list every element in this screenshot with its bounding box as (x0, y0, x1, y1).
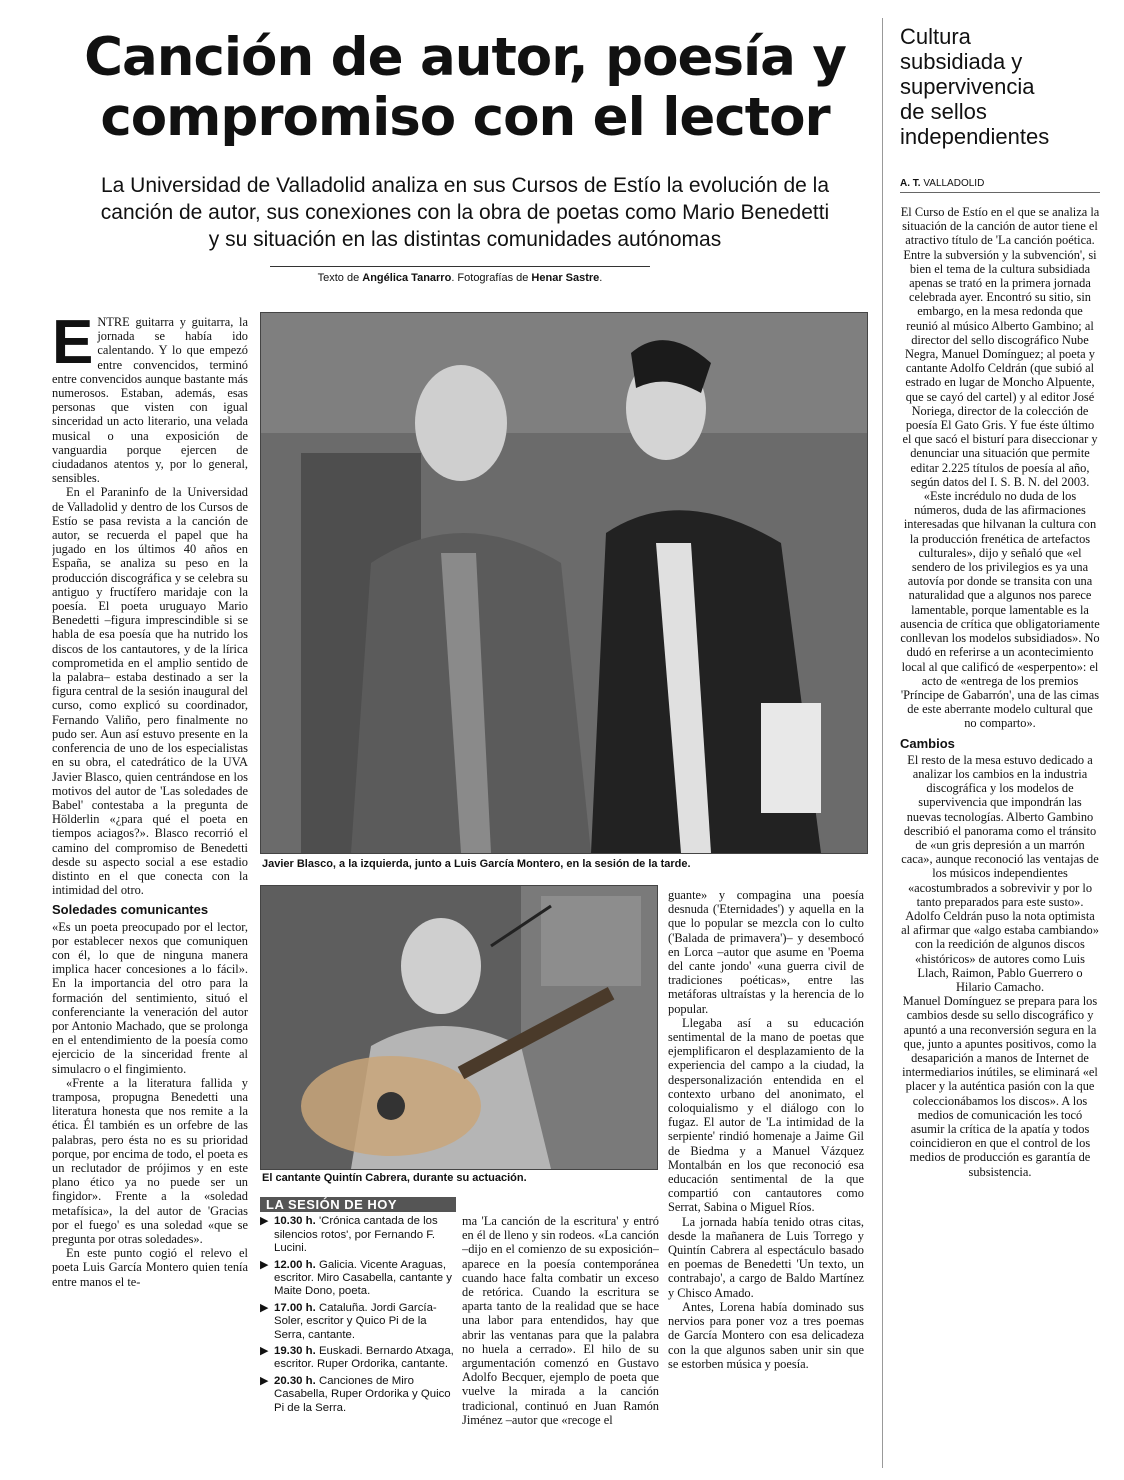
sidebar-title-line: Cultura (900, 24, 971, 49)
session-text: Galicia. Vicente Araguas, escritor. Miro Casabella, cantante y Maite Dono, poeta. (274, 1258, 452, 1298)
session-schedule-box (260, 1197, 456, 1467)
session-time: 12.00 h. (274, 1258, 316, 1271)
sidebar-title-line: supervivencia (900, 74, 1035, 99)
section-heading: Soledades comunicantes (52, 902, 209, 918)
arrow-icon: ▶ (260, 1301, 269, 1314)
session-text: 'Crónica cantada de los silencios rotos', por Fernando F. Lucini. (274, 1215, 438, 1255)
session-time: 19.30 h. (274, 1345, 316, 1358)
paragraph: La jornada había tenido otras citas, desde la mañanera de Luis Torrego y Quintín Cabrera al espectáculo basado en poemas de Benedetti 'Un texto, un contrabajo', a cargo de Baldo Martínez y Chisco Amado. (668, 1214, 864, 1300)
paragraph: En este punto cogió el relevo el poeta Luis García Montero quien tenía entre manos el te- (52, 1246, 248, 1289)
article-column-3 (668, 888, 864, 1458)
byline-initials: A. T. (900, 178, 921, 189)
photo-image (261, 313, 867, 853)
photo-quintin-cabrera (260, 885, 658, 1170)
headline-line-2: compromiso con el lector (100, 87, 830, 148)
session-list (260, 1215, 456, 1415)
photo-image (261, 886, 657, 1169)
headline-line-1: Canción de autor, poesía y (84, 27, 846, 88)
subtitle-line-1: La Universidad de Valladolid analiza en sus Cursos de Estío la evolución de la (100, 174, 830, 197)
author-credit (270, 266, 650, 284)
session-text: Cataluña. Jordi García-Soler, escritor y Quico Pi de la Serra, cantante. (274, 1301, 437, 1341)
subtitle-line-3: y su situación en las distintas comunidades autónomas (208, 228, 722, 251)
arrow-icon: ▶ (260, 1374, 269, 1387)
session-text: Euskadi. Bernardo Atxaga, escritor. Ruper Ordorika, cantante. (274, 1345, 454, 1371)
paragraph: «Frente a la literatura fallida y tramposa, propugna Benedetti una literatura honesta que nos remite a la ética. Él también es un orfebre de las palabras, pero ésta no es su prioridad porque, por encima de todo, el poeta es un reclutador de prójimos y en este plano ético ya no puede ser un fingidor». Frente a la «soledad metafísica», la del autor de 'Gracias por el fuego' es una soledad «que se pregunta por otras soledades». (52, 1075, 248, 1246)
subtitle-line-2: canción de autor, sus conexiones con la obra de poetas como Mario Benedetti (100, 201, 830, 224)
credit-photographer: Henar Sastre (531, 272, 600, 284)
session-text: Canciones de Miro Casabella, Ruper Ordorika y Quico Pi de la Serra. (274, 1374, 451, 1414)
session-time: 10.30 h. (274, 1215, 316, 1228)
session-item (260, 1375, 456, 1415)
session-item (260, 1302, 456, 1342)
session-item (260, 1259, 456, 1299)
sidebar-title-line: independientes (900, 124, 1050, 149)
session-title: LA SESIÓN DE HOY (260, 1197, 456, 1212)
paragraph: «Es un poeta preocupado por el lector, por establecer nexos que comuniquen con él, lo que de ninguna manera implica hacer concesiones a lo fácil». En la importancia del otro para la formación del sentimiento, situó el conferenciante la veneración del autor por Antonio Machado, que se prolonga en el entendimiento de la poesía como ejercicio de la sinceridad frente al simulacro o el fingimiento. (52, 919, 248, 1076)
paragraph: NTRE guitarra y guitarra, la jornada se había ido calentando. Y lo que empezó entre convencidos, terminó entre convencidos aunque bastante más numerosos. Estaban, además, esas personas que visten con igual sinceridad un acto literario, una velada musical o una exposición de vanguardia porque ejercen de ciudadanos atentos y, por lo general, sensibles. (52, 315, 248, 486)
credit-suffix: . (599, 272, 603, 284)
arrow-icon: ▶ (260, 1258, 269, 1271)
byline-place: VALLADOLID (920, 178, 985, 189)
section-heading: Cambios (900, 735, 955, 751)
paragraph: El Curso de Estío en el que se analiza la situación de la canción de autor tiene el atractivo título de 'La canción poética. Entre la subversión y la subvención', si bien el tema de la cultura subsidiada apenas se trató en la primera jornada celebrada ayer. Encontró su sitio, sin embargo, en la mesa redonda que reunió al músico Alberto Gambino; al director del sello discográfico Nube Negra, Manuel Domínguez; al poeta y cantante Adolfo Celdrán (que subió al estrado en lugar de Moncho Alpuente, que se cayó del cartel) y al editor José Noriega, director de la colección de poesía El Gato Gris. Y fue éste último el que sacó el bisturí para diseccionar y denunciar una situación que permite editar 2.225 títulos de poesía al año, según datos del I. S. B. N. del 2003. «Este incrédulo no duda de los números, duda de las afirmaciones interesadas que hilvanan la cultura con la producción frenética de artefactos culturales», dijo y señaló que «el sendero de los privilegios es ya una autovía por donde se transita con una naturalidad que a algunos nos parece lamentable, porque lamentable es la ausencia de crítica que obligatoriamente conllevan los modelos subsidiados». No dudó en referirse a un acontecimiento local al que calificó de «esperpento»: el acto de «entrega de los premios 'Príncipe de Gabarrón', una de las cimas de este aberrante modelo cultural que no comparto». (900, 205, 1100, 731)
paragraph: Llegaba así a su educación sentimental de la mano de poetas que ejemplificaron el desplazamiento de la experiencia del campo a la ciudad, la despersonalización entendida en el contexto urbano del anonimato, el coloquialismo y el diálogo con lo fugaz. El autor de 'La intimidad de la serpiente' rindió homenaje a Jaime Gil de Biedma y a Manuel Vázquez Montalbán en los que reconoció esa educación sentimental de la que compartió con cantautores como Serrat, Sabina o Miguel Ríos. (668, 1015, 864, 1215)
photo-blasco-garcia-montero (260, 312, 868, 854)
sidebar-byline (900, 178, 1100, 193)
paragraph: El resto de la mesa estuvo dedicado a analizar los cambios en la industria discográfica y los modelos de supervivencia que impondrán las nuevas tecnologías. Alberto Gambino describió el panorama como el tránsito de «un gris depresión a un marrón caca», aunque reconoció las ventajas de los músicos independientes «acostumbrados a sobrevivir y por lo tanto preparados para este susto». Adolfo Celdrán puso la nota optimista al afirmar que «algo estaba cambiando» con la reedición de algunos discos «históricos» de autores como Luis Llach, Raimon, Pablo Guerrero o Hilario Camacho. (901, 752, 1099, 994)
paragraph: En el Paraninfo de la Universidad de Valladolid y dentro de los Cursos de Estío se pasa revista a la canción de autor, se recuerda el papel que ha jugado en los últimos 40 años en España, se analiza su peso en la producción discográfica y se celebra su antiguo y fructífero maridaje con la poesía. El poeta uruguayo Mario Benedetti –figura imprescindible si se habla de esa poesía que ha nutrido los discos de los cantautores, y de la lírica comprometida en el amplio sentido de la palabra– estaba destinado a ser la figura central de la sesión inaugural del curso, como explicó su coordinador, Fernando Valiño, pero finalmente no pudo ser. Aun así estuvo presente en la conferencia de uno de los especialistas en su obra, el catedrático de la UVA Javier Blasco, quien centrándose en los motivos del autor de 'Las soledades de Babel' contestaba a la pregunta de Hölderlin «¿para qué el poeta en tiempos aciagos?». Blasco recorrió el camino del compromiso de Benedetti desde su aspecto social a ese estadio distinto en el que conecta con la intimidad del otro. (52, 485, 248, 898)
paragraph: guante» y compagina una poesía desnuda ('Eternidades') y aquella en la que lo popular se mezcla con lo culto ('Balada de primavera')– y desembocó en Lorca –autor que asume en 'Poema del cante jondo' «una guerra civil de tradiciones poéticas», entre las metáforas ultraístas y la herencia de lo popular. (668, 888, 864, 1016)
paragraph: ma 'La canción de la escritura' y entró en él de lleno y sin rodeos. «La canción –dijo en el comienzo de su exposición– aparece en la poesía contemporánea cuando hace falta combatir un exceso de retórica. Cuando la escritura se aparta tanto de la realidad que se hace una labor para entendidos, hay que abrir las ventanas para que la palabra no huela a cerrado». El hilo de su argumentación comenzó en Gustavo Adolfo Becquer, ejemplo de poeta que vuelve la mirada a la canción tradicional, continuó en Juan Ramón Jiménez –autor que «recoge el (462, 1214, 659, 1427)
headline (60, 28, 870, 148)
session-time: 20.30 h. (274, 1374, 316, 1387)
paragraph: Antes, Lorena había dominado sus nervios para poner voz a tres poemas de García Montero con esa delicadeza con la que algunos saben unir sin que se estorben música y poesía. (668, 1299, 864, 1371)
arrow-icon: ▶ (260, 1215, 269, 1228)
session-item (260, 1345, 456, 1372)
credit-author: Angélica Tanarro (362, 272, 452, 284)
arrow-icon: ▶ (260, 1345, 269, 1358)
column-divider (882, 18, 883, 1468)
session-item (260, 1215, 456, 1255)
article-column-1 (52, 315, 248, 1465)
sidebar-title (900, 24, 1100, 149)
sidebar-title-line: de sellos (900, 99, 987, 124)
drop-cap: E (52, 315, 94, 377)
credit-prefix: Texto de (317, 272, 363, 284)
photo-caption: El cantante Quintín Cabrera, durante su actuación. (262, 1172, 527, 1184)
subtitle (60, 172, 870, 253)
photo-caption: Javier Blasco, a la izquierda, junto a Luis García Montero, en la sesión de la tarde. (262, 858, 691, 870)
article-column-4 (462, 1214, 659, 1464)
sidebar-column (900, 205, 1100, 1465)
credit-mid: . Fotografías de (451, 272, 532, 284)
session-time: 17.00 h. (274, 1301, 316, 1314)
sidebar-title-line: subsidiada y (900, 49, 1023, 74)
paragraph: Manuel Domínguez se prepara para los cambios desde su sello discográfico y apuntó a una reconversión segura en la que, junto a apuntes positivos, como la desaparición a manos de Internet de intermediarios inútiles, se eliminará «el placer y la auténtica pasión con la que coleccionábamos los discos». A los medios de comunicación les tocó asumir la crítica de la apatía y todos coincidieron en que el control de los medios de producción es garantía de subsistencia. (902, 994, 1098, 1179)
